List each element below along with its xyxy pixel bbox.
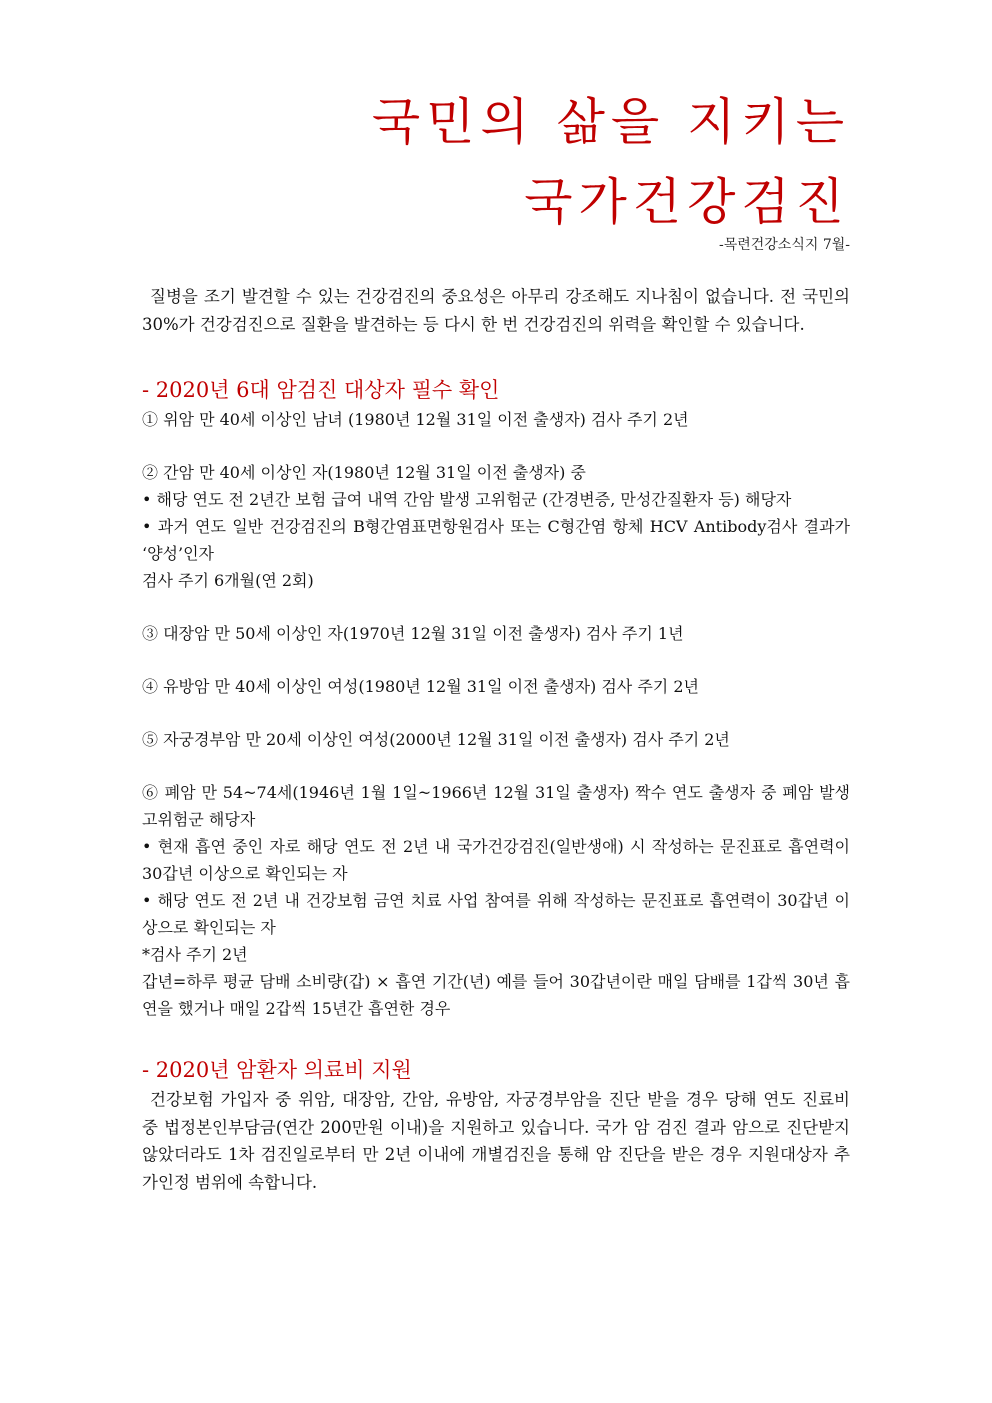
- item-liver-cancer-bullet-2: • 과거 연도 일반 건강검진의 B형간염표면항원검사 또는 C형간염 항체 HCV Antibody검사 결과가 ‘양성’인자: [142, 517, 850, 563]
- item-lung-cancer-title: ⑥ 폐암 만 54~74세(1946년 1월 1일~1966년 12월 31일 출생자) 짝수 연도 출생자 중 폐암 발생 고위험군 해당자: [142, 783, 850, 829]
- section-heading-cancer-screening: - 2020년 6대 암검진 대상자 필수 확인: [142, 378, 500, 402]
- item-breast-cancer: ④ 유방암 만 40세 이상인 여성(1980년 12월 31일 이전 출생자) 검사 주기 2년: [142, 677, 699, 696]
- title-line-2: 국가건강검진: [524, 173, 850, 231]
- item-lung-cancer-cycle: *검사 주기 2년: [142, 945, 248, 964]
- item-liver-cancer-title: ② 간암 만 40세 이상인 자(1980년 12월 31일 이전 출생자) 중: [142, 463, 586, 482]
- title-line-1: 국민의 삶을 지키는: [371, 93, 850, 151]
- item-stomach-cancer: ① 위암 만 40세 이상인 남녀 (1980년 12월 31일 이전 출생자) 검사 주기 2년: [142, 410, 689, 429]
- item-lung-cancer-bullet-1: • 현재 흡연 중인 자로 해당 연도 전 2년 내 국가건강검진(일반생애) 시 작성하는 문진표로 흡연력이 30갑년 이상으로 확인되는 자: [142, 837, 850, 883]
- title-block: [372, 82, 850, 242]
- item-liver-cancer-cycle: 검사 주기 6개월(연 2회): [142, 571, 314, 590]
- intro-paragraph: 질병을 조기 발견할 수 있는 건강검진의 중요성은 아무리 강조해도 지나침이 없습니다. 전 국민의 30%가 건강검진으로 질환을 발견하는 등 다시 한 번 건강검진의 위력을 확인할 수 있습니다.: [142, 287, 850, 334]
- item-colorectal-cancer: ③ 대장암 만 50세 이상인 자(1970년 12월 31일 이전 출생자) 검사 주기 1년: [142, 624, 684, 643]
- item-cervical-cancer: ⑤ 자궁경부암 만 20세 이상인 여성(2000년 12월 31일 이전 출생자) 검사 주기 2년: [142, 730, 730, 749]
- item-lung-cancer-note: 갑년=하루 평균 담배 소비량(갑) × 흡연 기간(년) 예를 들어 30갑년이란 매일 담배를 1갑씩 30년 흡연을 했거나 매일 2갑씩 15년간 흡연한 경우: [142, 972, 850, 1018]
- section-heading-medical-support: - 2020년 암환자 의료비 지원: [142, 1058, 412, 1082]
- item-liver-cancer-bullet-1: • 해당 연도 전 2년간 보험 급여 내역 간암 발생 고위험군 (간경변증, 만성간질환자 등) 해당자: [142, 490, 792, 509]
- medical-support-paragraph: 건강보험 가입자 중 위암, 대장암, 간암, 유방암, 자궁경부암을 진단 받을 경우 당해 연도 진료비 중 법정본인부담금(연간 200만원 이내)을 지원하고 있습니다. 국가 암 검진 결과 암으로 진단받지 않았더라도 1차 검진일로부터 만 2년 이내에 개별검진을 통해 암 진단을 받은 경우 지원대상자 추가인정 범위에 속합니다.: [142, 1090, 850, 1192]
- article-body: [142, 283, 850, 1196]
- item-lung-cancer-bullet-2: • 해당 연도 전 2년 내 건강보험 금연 치료 사업 참여를 위해 작성하는 문진표로 흡연력이 30갑년 이상으로 확인되는 자: [142, 891, 850, 937]
- source-credit: -목련건강소식지 7월-: [718, 237, 850, 253]
